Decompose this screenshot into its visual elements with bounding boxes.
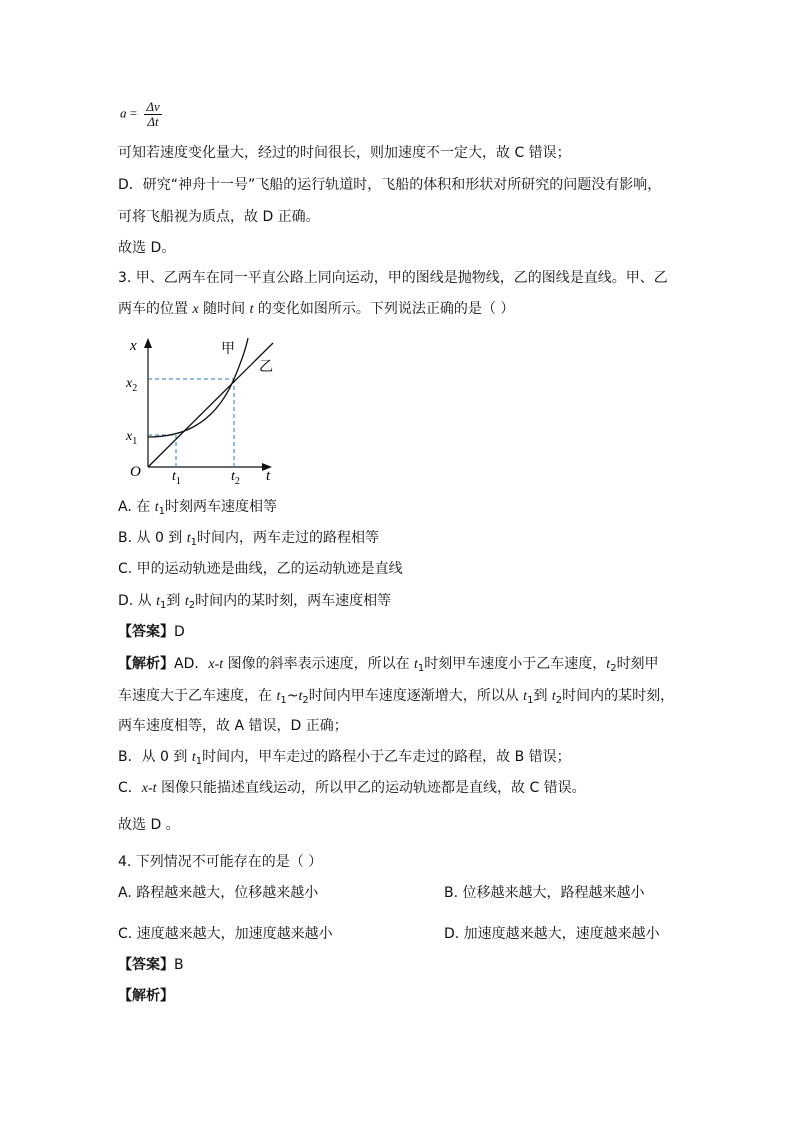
analysis-label: 【解析】 xyxy=(118,988,174,1004)
x-t-graph xyxy=(118,330,288,485)
prev-conclusion: 故选 D。 xyxy=(118,240,176,256)
q3-analysis-line-3: 两车速度相等，故 A 错误，D 正确； xyxy=(118,718,348,734)
answer-label: 【答案】 xyxy=(118,624,174,640)
q4-option-c: C. 速度越来越大，加速度越来越小 xyxy=(118,926,333,942)
curve-jia-label: 甲 xyxy=(221,342,235,357)
prev-text-line-3: 可将飞船视为质点，故 D 正确。 xyxy=(118,209,320,225)
answer-label: 【答案】 xyxy=(118,957,174,973)
prev-text-line-2: D．研究“神舟十一号”飞船的运行轨道时，飞船的体积和形状对所研究的问题没有影响， xyxy=(118,177,662,193)
q4-option-a: A. 路程越来越大，位移越来越小 xyxy=(118,885,319,901)
q3-option-b: B. 从 0 到 $t_1$时间内，两车走过的路程相等 xyxy=(118,530,380,548)
t1-label: $t_1$ xyxy=(172,469,181,485)
q3-stem-var-x: x xyxy=(192,302,199,317)
q4-analysis-label xyxy=(118,986,174,1006)
formula-numerator: Δv xyxy=(146,99,160,114)
origin-label: O xyxy=(130,464,141,480)
q3-stem-text: 随时间 xyxy=(198,301,250,317)
x-axis-label: x xyxy=(130,338,137,354)
q3-stem-var-t: t xyxy=(249,302,254,317)
q4-answer xyxy=(118,955,184,975)
line-yi xyxy=(148,343,273,467)
formula-eq: = xyxy=(129,105,138,121)
q3-stem-line-2 xyxy=(118,299,514,320)
x2-label: $x_2$ xyxy=(126,376,138,394)
q3-answer xyxy=(118,622,185,642)
formula-denominator: Δt xyxy=(147,114,159,129)
formula-fraction xyxy=(144,100,161,129)
formula-lhs: a xyxy=(120,105,127,121)
answer-value: D xyxy=(174,624,185,640)
q3-conclusion: 故选 D 。 xyxy=(118,817,180,833)
q3-analysis-line-5: C．x-t 图像只能描述直线运动，所以甲乙的运动轨迹都是直线，故 C 错误。 xyxy=(118,780,586,796)
x1-label: $x_1$ xyxy=(126,429,138,447)
q4-option-b: B. 位移越来越大，路程越来越小 xyxy=(444,885,645,901)
t-axis-label: t xyxy=(266,468,271,484)
q3-analysis-line-1: 【解析】AD．x-t 图像的斜率表示速度，所以在 $t_1$时刻甲车速度小于乙车速度，$t_2$时刻甲 xyxy=(118,656,659,674)
answer-value: B xyxy=(174,957,184,973)
q3-stem-text: 的变化如图所示。下列说法正确的是（ ） xyxy=(253,301,515,317)
q4-option-d: D. 加速度越来越大，速度越来越小 xyxy=(444,926,660,942)
q3-analysis-line-2: 车速度大于乙车速度，在 $t_1\sim t_2$时间内甲车速度逐渐增大，所以从 $t_1$到 $t_2$时间内的某时刻， xyxy=(118,688,675,706)
q3-option-c: C. 甲的运动轨迹是曲线，乙的运动轨迹是直线 xyxy=(118,561,403,577)
q4-stem: 4. 下列情况不可能存在的是（ ） xyxy=(118,854,323,870)
analysis-label: 【解析】 xyxy=(118,656,174,672)
q3-analysis-line-4: B．从 0 到 $t_1$时间内，甲车走过的路程小于乙车走过的路程，故 B 错误； xyxy=(118,749,571,767)
t2-label: $t_2$ xyxy=(231,469,240,485)
q3-option-d: D. 从 $t_1$到 $t_2$时间内的某时刻，两车速度相等 xyxy=(118,593,392,611)
line-yi-label: 乙 xyxy=(259,360,273,375)
x-axis-arrow-icon xyxy=(144,338,152,348)
prev-text-line-1: 可知若速度变化量大，经过的时间很长，则加速度不一定大，故 C 错误； xyxy=(118,145,571,161)
acceleration-formula xyxy=(120,100,162,129)
q3-stem-line-1: 3. 甲、乙两车在同一平直公路上同向运动，甲的图线是抛物线，乙的图线是直线。甲、乙 xyxy=(118,270,668,286)
q3-stem-text: 两车的位置 xyxy=(118,301,193,317)
q3-option-a: A. 在 $t_1$时刻两车速度相等 xyxy=(118,499,277,517)
